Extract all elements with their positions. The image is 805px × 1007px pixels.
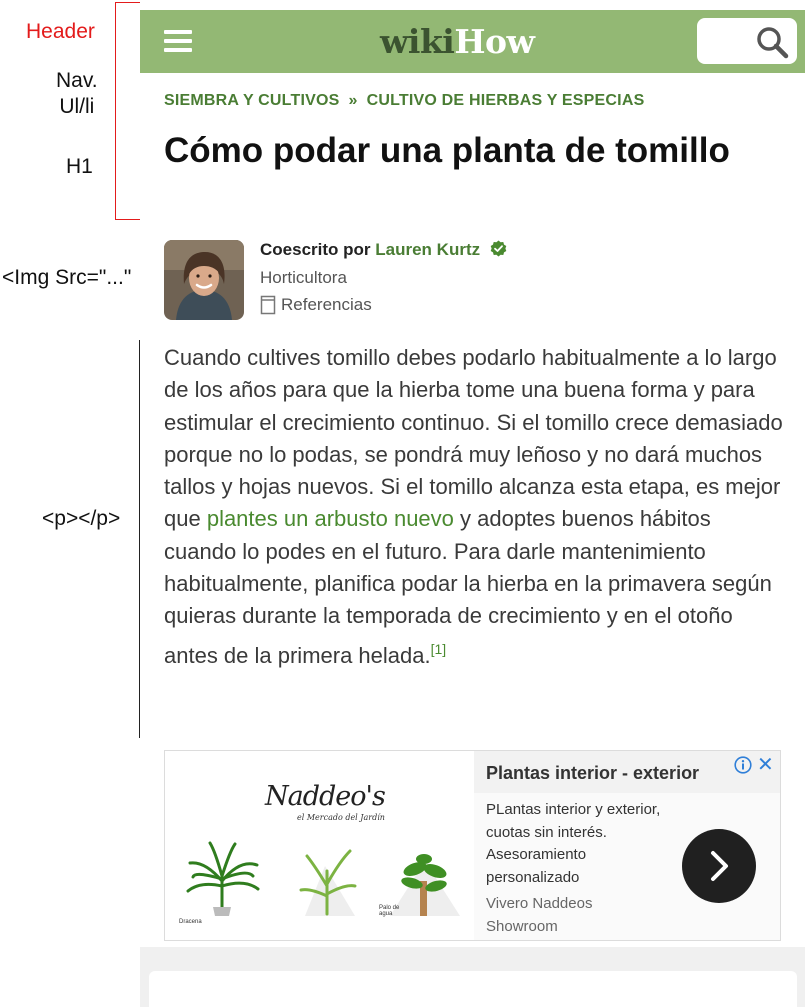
annotation-img: <Img Src="..."	[2, 266, 132, 289]
book-icon	[260, 295, 276, 315]
author-block	[164, 240, 784, 322]
search-box[interactable]	[697, 18, 797, 64]
intro-paragraph	[164, 342, 789, 672]
ad-cta-button[interactable]	[682, 829, 756, 903]
mobile-page	[140, 0, 805, 1007]
author-byline	[260, 240, 507, 260]
bracket-header	[115, 2, 116, 220]
advertisement[interactable]	[164, 750, 781, 941]
references-label: Referencias	[281, 295, 372, 314]
ad-image[interactable]	[165, 751, 473, 940]
ad-title[interactable]: Plantas interior - exterior	[486, 763, 700, 783]
annotation-h1: H1	[66, 155, 93, 178]
ad-advertiser-name: Vivero Naddeos Showroom	[486, 895, 593, 935]
ad-brand-logo: Naddeo's	[265, 781, 385, 812]
plant-palm-icon	[295, 846, 360, 916]
next-section-card	[149, 971, 797, 1007]
ad-close-icon[interactable]: ✕	[757, 754, 774, 776]
intro-text-1: Cuando cultives tomillo debes podarlo habitualmente a lo largo de los años para que la hierba tome una buena forma y para estimular el crecimiento continuo. Si el tomillo crece demasiado porque no lo podas, se pondrá muy leñoso y no dará muchos tallos y hojas nuevos. Si el tomillo alcanza esta etapa, es mejor que	[164, 345, 783, 532]
annotation-nav: Nav. Ul/li	[56, 69, 98, 118]
ad-info-icon[interactable]	[734, 756, 752, 774]
ad-brand-tagline: el Mercado del Jardín	[297, 813, 385, 822]
verified-badge-icon	[490, 240, 507, 257]
breadcrumb-separator: »	[348, 92, 358, 109]
author-name-link[interactable]: Lauren Kurtz	[375, 240, 481, 259]
plant-dracena-icon	[185, 841, 260, 916]
annotation-header: Header	[26, 20, 95, 43]
ad-caption-palo-de-agua: Palo de agua	[379, 905, 400, 917]
next-section-band	[140, 947, 805, 1007]
logo-part-how: How	[454, 22, 535, 61]
author-role: Horticultora	[260, 268, 347, 287]
page-title: Cómo podar una planta de tomillo	[164, 131, 730, 170]
breadcrumb-item-siembra[interactable]: SIEMBRA Y CULTIVOS	[164, 92, 340, 109]
logo-part-wiki: wiki	[380, 22, 455, 61]
ad-caption-dracena: Dracena	[179, 919, 202, 925]
ad-text-panel[interactable]	[474, 751, 780, 940]
breadcrumb	[164, 92, 644, 110]
ad-title-bar	[474, 751, 780, 793]
ad-body-text: PLantas interior y exterior, cuotas sin interés. Asesoramiento personalizado	[486, 801, 661, 886]
author-avatar[interactable]	[164, 240, 244, 320]
chevron-right-icon	[682, 829, 756, 903]
intro-link-plantes[interactable]: plantes un arbusto nuevo	[206, 506, 454, 532]
breadcrumb-item-hierbas[interactable]: CULTIVO DE HIERBAS Y ESPECIAS	[366, 92, 645, 109]
annotation-paragraph: <p></p>	[42, 507, 121, 530]
author-prefix: Coescrito por	[260, 240, 371, 259]
hamburger-menu-icon[interactable]	[164, 30, 192, 52]
reference-marker[interactable]: [1]	[430, 640, 447, 657]
top-bar	[140, 10, 805, 73]
search-icon[interactable]	[755, 25, 789, 59]
references-link[interactable]	[260, 295, 372, 315]
intro-text-2: y adoptes buenos hábitos cuando lo podes en el futuro. Para darle mantenimiento habitualmente, planifica podar la hierba en la primavera según quieras durante la temporada de crecimiento y en el otoño antes de la primera helada.	[164, 506, 772, 668]
wikihow-logo[interactable]	[380, 22, 534, 61]
